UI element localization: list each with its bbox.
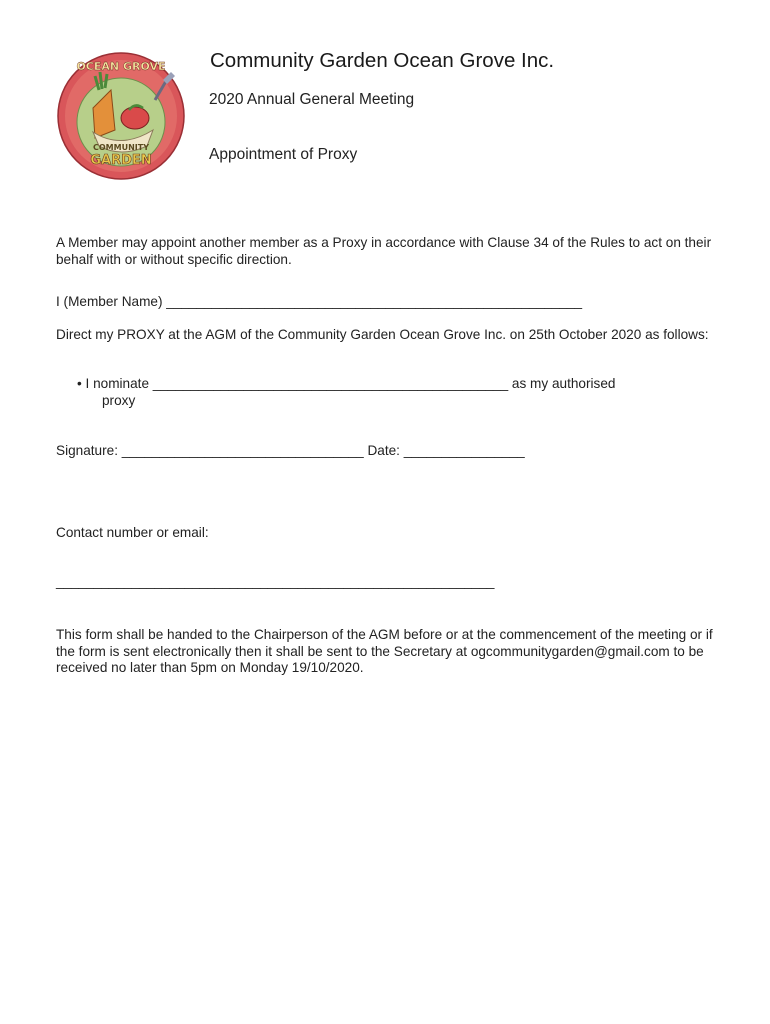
member-name-field[interactable]: _______________________________________________________ (166, 294, 583, 309)
svg-text:GARDEN: GARDEN (90, 153, 152, 168)
direction-paragraph: Direct my PROXY at the AGM of the Community Garden Ocean Grove Inc. on 25th October 2020 as follows: (56, 327, 709, 342)
nominate-suffix-proxy: proxy (102, 392, 136, 408)
nominee-name-field[interactable]: _______________________________________________ (152, 376, 509, 391)
contact-field[interactable]: __________________________________________________________ (56, 574, 495, 589)
submission-instructions: This form shall be handed to the Chairperson of the AGM before or at the commencement of the meeting or if the form is sent electronically then it shall be sent to the Secretary at ogcommunitygarden@gmail.com to be received no later than 5pm on Monday 19/10/2020. (56, 627, 713, 675)
meeting-subtitle: 2020 Annual General Meeting (209, 91, 415, 108)
contact-label: Contact number or email: (56, 525, 209, 540)
date-field[interactable]: ________________ (403, 443, 525, 458)
signature-row (56, 443, 525, 460)
community-garden-logo (55, 50, 187, 182)
intro-paragraph: A Member may appoint another member as a Proxy in accordance with Clause 34 of the Rules to act on their behalf with or without specific direction. (56, 235, 712, 267)
signature-field[interactable]: ________________________________ (121, 443, 364, 458)
member-name-row (56, 294, 582, 311)
nominate-label: • I nominate (77, 376, 150, 391)
member-name-label: I (Member Name) (56, 294, 163, 309)
nominate-row (77, 376, 687, 409)
nominate-suffix: as my authorised (511, 376, 616, 391)
signature-label: Signature: (56, 443, 118, 458)
svg-text:OCEAN GROVE: OCEAN GROVE (76, 60, 166, 73)
organisation-title: Community Garden Ocean Grove Inc. (210, 49, 555, 72)
form-title: Appointment of Proxy (209, 146, 358, 163)
date-label: Date: (367, 443, 400, 458)
svg-text:COMMUNITY: COMMUNITY (92, 143, 150, 152)
